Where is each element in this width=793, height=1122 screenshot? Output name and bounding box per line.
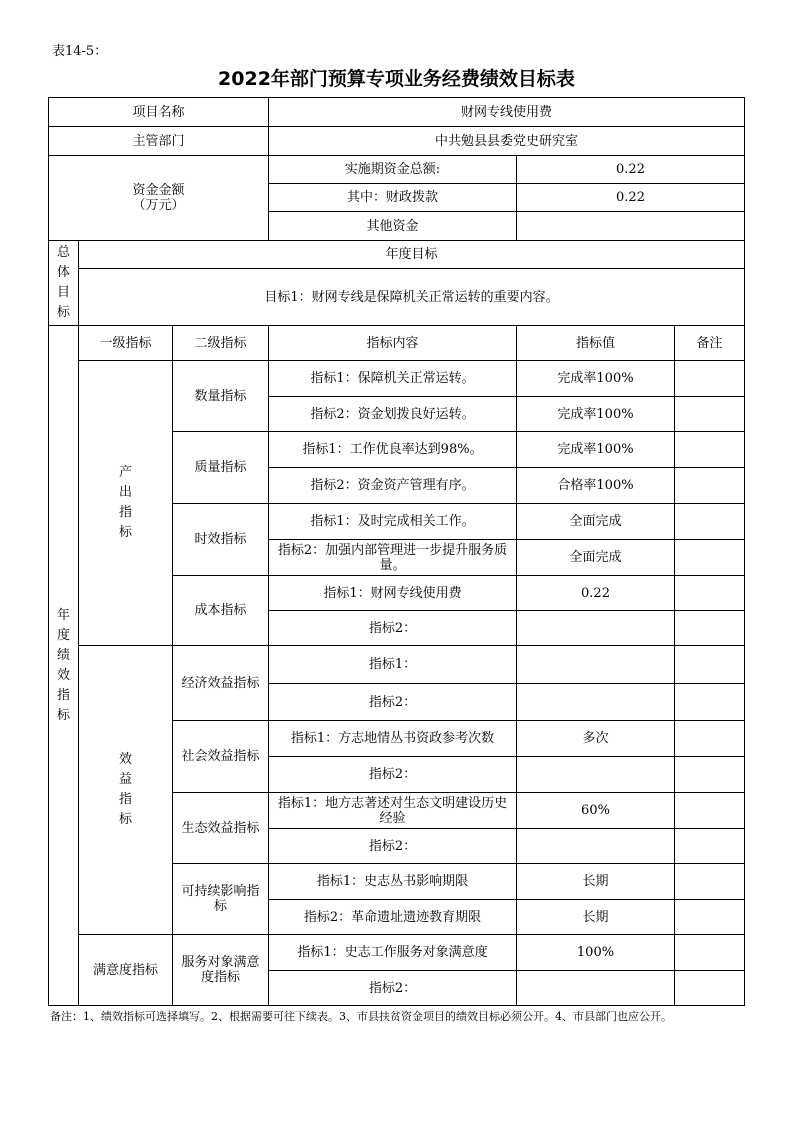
table-row <box>49 361 745 397</box>
indicator-value: 全面完成 <box>517 540 675 576</box>
output-indicator-label-text: 产出指标 <box>119 465 133 540</box>
indicator-value <box>517 646 675 684</box>
total-fund-value: 0.22 <box>517 156 745 184</box>
indicator-content: 指标2：资金划拨良好运转。 <box>269 397 517 432</box>
fiscal-fund-label: 其中：财政拨款 <box>269 184 517 212</box>
indicator-remark <box>675 900 745 935</box>
indicator-remark <box>675 397 745 432</box>
indicator-content: 指标2： <box>269 757 517 793</box>
fiscal-fund-value: 0.22 <box>517 184 745 212</box>
indicator-value: 完成率100% <box>517 361 675 397</box>
indicator-content: 指标2：革命遗址遗迹教育期限 <box>269 900 517 935</box>
fund-amount-title: 资金金额 <box>132 183 185 198</box>
header-remark: 备注 <box>675 326 745 361</box>
level2-indicator: 服务对象满意度指标 <box>173 935 269 1006</box>
header-value: 指标值 <box>517 326 675 361</box>
level2-indicator: 生态效益指标 <box>173 793 269 864</box>
indicator-remark <box>675 576 745 611</box>
project-name-value: 财网专线使用费 <box>269 98 745 127</box>
indicator-remark <box>675 793 745 829</box>
satisfaction-indicator-label-text: 满意度指标 <box>92 962 158 978</box>
indicator-value <box>517 971 675 1006</box>
indicator-value: 合格率100% <box>517 468 675 504</box>
indicator-value: 完成率100% <box>517 432 675 468</box>
footnote: 备注：1、绩效指标可选择填写。2、根据需要可往下续表。3、市县扶贫资金项目的绩效目标必须公开。4、市县部门也应公开。 <box>50 1010 672 1023</box>
indicator-remark <box>675 611 745 646</box>
indicator-remark <box>675 468 745 504</box>
indicator-content: 指标2： <box>269 829 517 864</box>
indicator-content: 指标2： <box>269 611 517 646</box>
indicator-remark <box>675 829 745 864</box>
project-name-label: 项目名称 <box>49 98 269 127</box>
indicator-content: 指标1：地方志著述对生态文明建设历史经验 <box>269 793 517 829</box>
indicator-value: 100% <box>517 935 675 971</box>
indicator-value: 多次 <box>517 721 675 757</box>
level2-indicator: 可持续影响指标 <box>173 864 269 935</box>
indicator-value: 全面完成 <box>517 504 675 540</box>
level2-indicator: 经济效益指标 <box>173 646 269 721</box>
header-level1: 一级指标 <box>79 326 173 361</box>
header-level2: 二级指标 <box>173 326 269 361</box>
department-label: 主管部门 <box>49 127 269 156</box>
overall-goal-label-text: 总体目标 <box>57 245 71 320</box>
indicator-remark <box>675 504 745 540</box>
level2-indicator: 数量指标 <box>173 361 269 432</box>
indicator-content: 指标1：保障机关正常运转。 <box>269 361 517 397</box>
fund-amount-label <box>49 156 269 241</box>
indicator-value: 长期 <box>517 900 675 935</box>
indicator-content: 指标1：史志丛书影响期限 <box>269 864 517 900</box>
satisfaction-indicator-label <box>79 935 173 1006</box>
level2-indicator: 质量指标 <box>173 432 269 504</box>
annual-indicators-label-text: 年度绩效指标 <box>57 607 71 723</box>
department-value: 中共勉县县委党史研究室 <box>269 127 745 156</box>
page-title: 2022年部门预算专项业务经费绩效目标表 <box>218 68 575 90</box>
overall-goal-label <box>49 241 79 326</box>
other-fund-value <box>517 212 745 241</box>
indicator-remark <box>675 432 745 468</box>
indicator-content: 指标1：及时完成相关工作。 <box>269 504 517 540</box>
level2-indicator: 时效指标 <box>173 504 269 576</box>
indicator-remark <box>675 540 745 576</box>
indicator-content: 指标2： <box>269 684 517 721</box>
indicator-value: 60% <box>517 793 675 829</box>
indicator-value <box>517 757 675 793</box>
total-fund-label: 实施期资金总额: <box>269 156 517 184</box>
indicator-remark <box>675 935 745 971</box>
indicator-content: 指标2： <box>269 971 517 1006</box>
header-content: 指标内容 <box>269 326 517 361</box>
benefit-indicator-label-text: 效益指标 <box>119 752 133 827</box>
annual-indicators-label <box>49 326 79 1006</box>
performance-table <box>48 97 745 1006</box>
indicator-content: 指标1：工作优良率达到98%。 <box>269 432 517 468</box>
output-indicator-label <box>79 361 173 646</box>
annual-goal-text: 目标1：财网专线是保障机关正常运转的重要内容。 <box>79 269 745 326</box>
indicator-value <box>517 611 675 646</box>
indicator-remark <box>675 646 745 684</box>
indicator-remark <box>675 757 745 793</box>
indicator-value: 完成率100% <box>517 397 675 432</box>
indicator-value <box>517 829 675 864</box>
level2-indicator: 成本指标 <box>173 576 269 646</box>
indicator-content: 指标1：方志地情丛书资政参考次数 <box>269 721 517 757</box>
indicator-value <box>517 684 675 721</box>
benefit-indicator-label <box>79 646 173 935</box>
table-code: 表14-5： <box>52 44 108 59</box>
indicator-remark <box>675 684 745 721</box>
indicator-content: 指标2：加强内部管理进一步提升服务质量。 <box>269 540 517 576</box>
table-row <box>49 646 745 684</box>
indicator-remark <box>675 721 745 757</box>
fund-amount-unit: （万元） <box>132 198 185 213</box>
indicator-content: 指标1： <box>269 646 517 684</box>
indicator-remark <box>675 971 745 1006</box>
indicator-content: 指标1：财网专线使用费 <box>269 576 517 611</box>
indicator-value: 长期 <box>517 864 675 900</box>
level2-indicator: 社会效益指标 <box>173 721 269 793</box>
indicator-remark <box>675 361 745 397</box>
other-fund-label: 其他资金 <box>269 212 517 241</box>
indicator-content: 指标2：资金资产管理有序。 <box>269 468 517 504</box>
indicator-value: 0.22 <box>517 576 675 611</box>
table-row <box>49 935 745 971</box>
indicator-remark <box>675 864 745 900</box>
indicator-content: 指标1：史志工作服务对象满意度 <box>269 935 517 971</box>
annual-goal-header: 年度目标 <box>79 241 745 269</box>
